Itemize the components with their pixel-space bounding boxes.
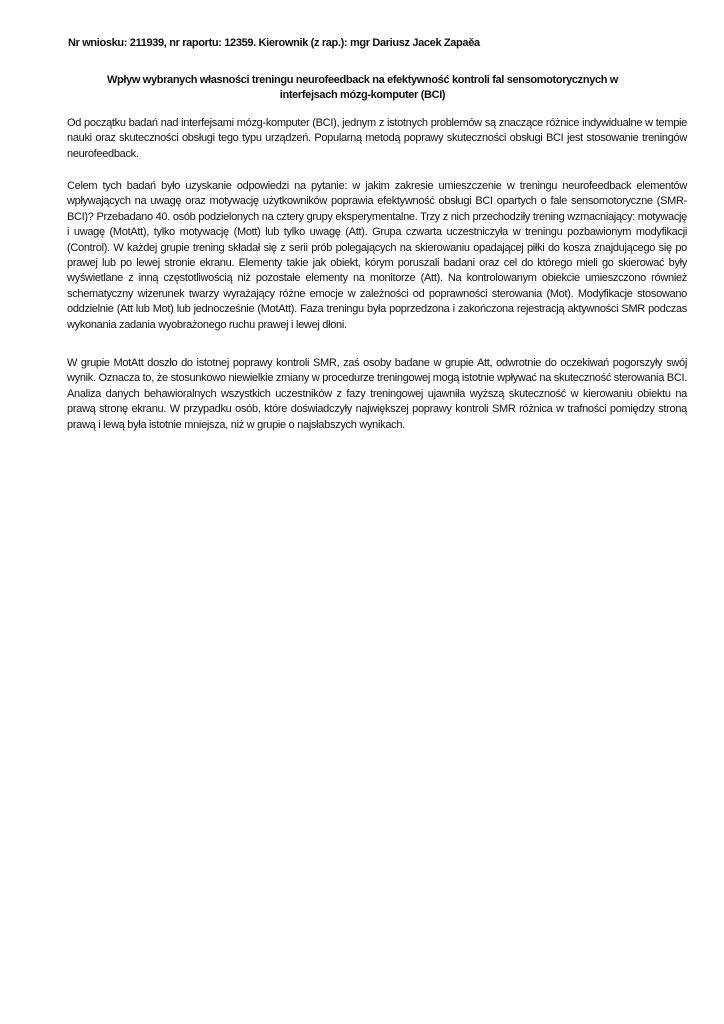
document-title: Wpływ wybranych własności treningu neurofeedback na efektywność kontroli fal sensomotorycznych w interfejsach mózg-komputer (BCI) <box>106 74 619 101</box>
paragraph-methods: Celem tych badań było uzyskanie odpowiedzi na pytanie: w jakim zakresie umieszczenie w treningu neurofeedback elementów wpływających na uwagę oraz motywację użytkowników poprawia efektywność obsługi BCI opartych o fale sensomotoryczne (SMR-BCI)? Przebadano 40. osób podzielonych na cztery grupy eksperymentalne. Trzy z nich przechodziły trening wzmacniający: motywację i uwagę (MotAtt), tylko motywację (Mott) lub tylko uwagę (Att). Grupa czwarta uczestniczyła w treningu pozbawionym modyfikacji (Control). W każdej grupie trening składał się z serii prób polegających na skierowaniu opadającej piłki do kosza znajdującego się po prawej lub po lewej stronie ekranu. Elementy takie jak obiekt, kórym poruszali badani oraz cel do którego mieli go skierować były wyświetlane z inną częstotliwością niż pozostałe elementy na monitorze (Att). Na kontrolowanym obiekcie umieszczono również schematyczny wizerunek twarzy wyrażający różne emocje w zależności od poprawności sterowania (Mot). Modyfikacje stosowano oddzielnie (Att lub Mot) lub jednocześnie (MotAtt). Faza treningu była poprzedzona i zakończona rejestracją aktywności SMR podczas wykonania zadania wyobrażonego ruchu prawej i lewej dłoni. <box>67 180 687 331</box>
paragraph-results: W grupie MotAtt doszło do istotnej poprawy kontroli SMR, zaś osoby badane w grupie Att, odwrotnie do oczekiwań pogorszyły swój wynik. Oznacza to, że stosunkowo niewielkie zmiany w procedurze treningowej mogą istotnie wpływać na skuteczność sterowania BCI. Analiza danych behawioralnych wszystkich uczestników z fazy treningowej ujawniła wyższą skuteczność w kierowaniu obiektu na prawą stronę ekranu. W przypadku osób, które doświadczyły największej poprawy kontroli SMR różnica w trafności pomiędzy stroną prawą i lewą była istotnie mniejsza, niż w grupie o najsłabszych wynikach. <box>67 357 687 431</box>
paragraph-introduction: Od początku badań nad interfejsami mózg-komputer (BCI), jednym z istotnych problemów są znaczące różnice indywidualne w tempie nauki oraz skuteczności obsługi tego typu urządzeń. Popularną metodą poprawy skuteczności obsługi BCI jest stosowanie treningów neurofeedback. <box>67 117 687 160</box>
report-header: Nr wniosku: 211939, nr raportu: 12359. Kierownik (z rap.): mgr Dariusz Jacek Zapaěa <box>68 37 480 49</box>
